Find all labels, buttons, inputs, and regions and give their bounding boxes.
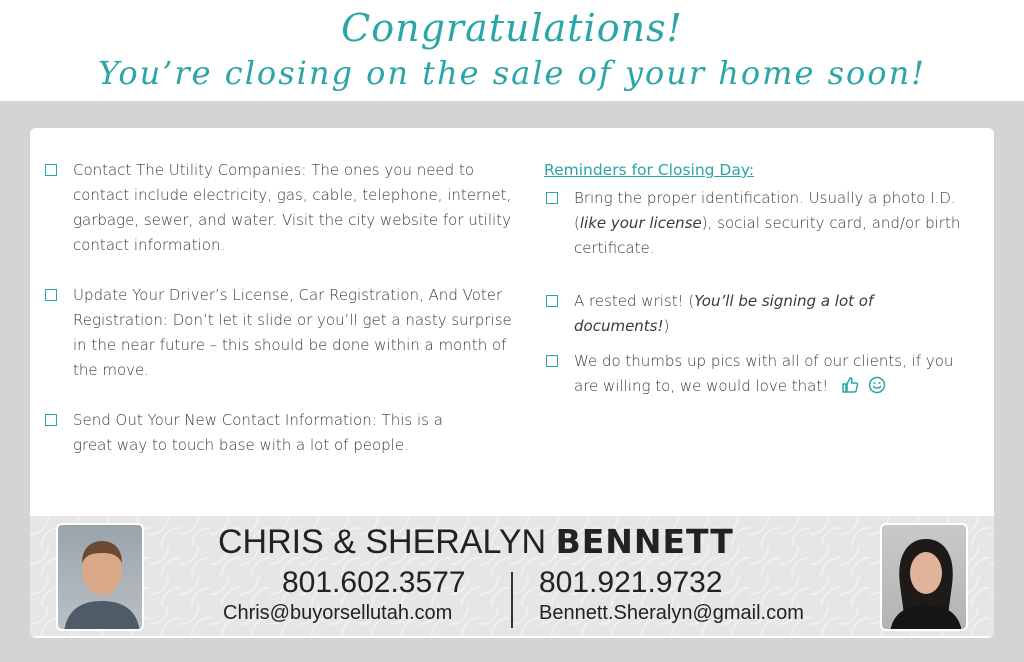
names-light: CHRIS & SHERALYN: [218, 523, 556, 561]
avatar-chris: [56, 523, 144, 631]
list-item-text-a: Bring the proper identification. Usually a photo I.D. (: [574, 189, 956, 232]
smiley-icon: [868, 376, 886, 402]
agent-names: [218, 522, 734, 562]
thumbs-up-icon: [841, 376, 859, 402]
email-right: Bennett.Sheralyn@gmail.com: [539, 602, 804, 624]
checkbox-icon: [546, 192, 558, 204]
list-item-text: Contact The Utility Companies: The ones you need to contact include electricity, gas, cable, telephone, internet, garbage, sewer, and water. Visit the city website for utility contact information.: [73, 161, 512, 254]
checklist-left: [43, 158, 513, 458]
email-left: Chris@buyorsellutah.com: [223, 602, 453, 624]
list-item: [544, 186, 964, 289]
avatar-sheralyn: [880, 523, 968, 631]
checkbox-icon: [546, 355, 558, 367]
names-bold: BENNETT: [555, 522, 734, 561]
list-item-text-b: ), social security card, and/or birth certificate.: [574, 214, 961, 257]
checkbox-icon: [546, 295, 558, 307]
contact-footer: [30, 516, 994, 636]
list-item: [43, 283, 513, 408]
checkbox-icon: [45, 164, 57, 176]
phone-right: 801.921.9732: [539, 566, 723, 599]
list-item-text-b: ): [663, 317, 670, 335]
list-item: [43, 158, 513, 283]
list-item: [544, 289, 964, 349]
checkbox-icon: [45, 414, 57, 426]
list-item-emphasis: You’ll be signing a lot of documents!: [574, 292, 874, 335]
page-subtitle: You’re closing on the sale of your home soon!: [97, 54, 927, 92]
reminders-section: [544, 158, 964, 402]
divider: [511, 572, 513, 628]
list-item: [544, 349, 954, 402]
list-item-text: We do thumbs up pics with all of our clients, if you are willing to, we would love that!: [574, 352, 954, 395]
list-item-emphasis: like your license: [579, 214, 702, 232]
list-item-text: Update Your Driver’s License, Car Registration, And Voter Registration: Don’t let it slide or you’ll get a nasty surprise in the near future – this should be done within a month of the move.: [73, 286, 512, 379]
list-item: [43, 408, 473, 458]
page-title: Congratulations!: [341, 6, 683, 50]
header: [0, 0, 1024, 101]
list-item-text-a: A rested wrist! (: [574, 292, 695, 310]
list-item-text: Send Out Your New Contact Information: This is a great way to touch base with a lot of people.: [73, 411, 443, 454]
checkbox-icon: [45, 289, 57, 301]
reminders-heading: Reminders for Closing Day:: [544, 161, 755, 179]
phone-left: 801.602.3577: [282, 566, 466, 599]
